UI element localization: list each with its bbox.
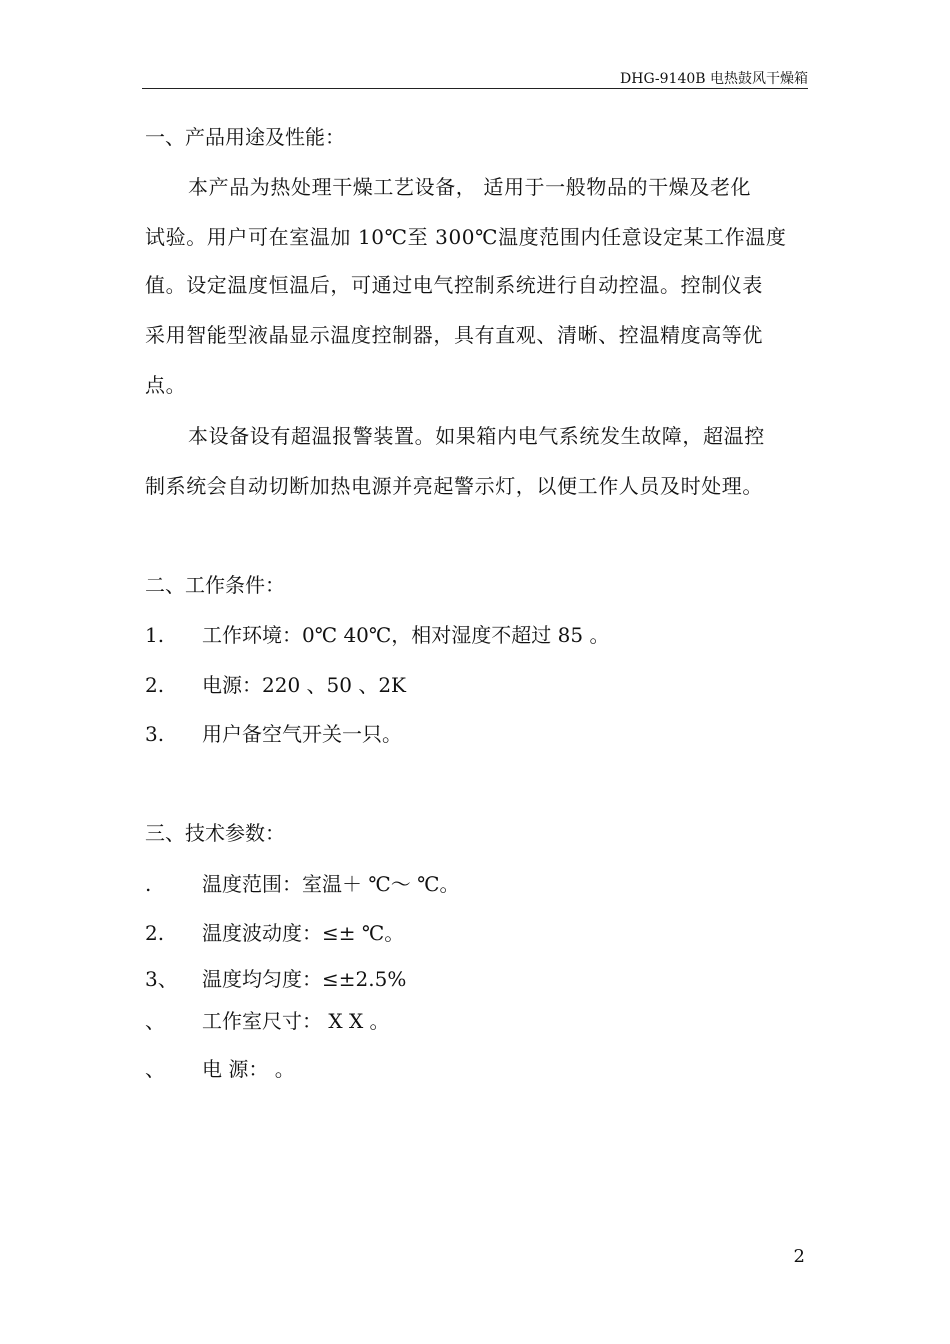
running-header: DHG-9140B 电热鼓风干燥箱 (620, 71, 808, 87)
paragraph-line: 本设备设有超温报警装置。如果箱内电气系统发生故障，超温控 (188, 424, 765, 448)
page-number: 2 (793, 1246, 805, 1267)
list-number: 、 (145, 1009, 165, 1033)
list-number: 3. (145, 722, 165, 746)
section-heading-specs: 三、技术参数： (145, 821, 285, 845)
list-item: 温度波动度：≤± ℃。 (202, 921, 405, 945)
paragraph-line: 值。设定温度恒温后，可通过电气控制系统进行自动控温。控制仪表 (145, 273, 763, 297)
list-item: 温度均匀度：≤±2.5% (202, 967, 407, 991)
list-number: 2. (145, 673, 165, 697)
list-item: 工作室尺寸： X X 。 (202, 1009, 390, 1033)
list-item: 电 源： 。 (202, 1057, 295, 1081)
list-item: 工作环境：0℃ 40℃，相对湿度不超过 85 。 (202, 623, 610, 647)
section-heading-conditions: 二、工作条件： (145, 573, 285, 597)
paragraph-line: 本产品为热处理干燥工艺设备， 适用于一般物品的干燥及老化 (188, 175, 752, 199)
list-number: 2. (145, 921, 165, 945)
paragraph-line: 试验。用户可在室温加 10℃至 300℃温度范围内任意设定某工作温度 (145, 225, 787, 249)
header-divider (142, 88, 808, 89)
list-number: 3、 (145, 967, 178, 991)
list-number: 1. (145, 623, 165, 647)
list-item: 电源：220 、50 、2K (202, 673, 407, 697)
section-heading-usage: 一、产品用途及性能： (145, 125, 345, 149)
paragraph-line: 点。 (145, 373, 187, 397)
paragraph-line: 制系统会自动切断加热电源并亮起警示灯，以便工作人员及时处理。 (145, 474, 763, 498)
list-number: 、 (145, 1057, 165, 1081)
list-item: 用户备空气开关一只。 (202, 722, 402, 746)
list-item: 温度范围：室温＋ ℃～ ℃。 (202, 872, 460, 896)
paragraph-line: 采用智能型液晶显示温度控制器，具有直观、清晰、控温精度高等优 (145, 323, 763, 347)
list-number: . (145, 872, 152, 896)
